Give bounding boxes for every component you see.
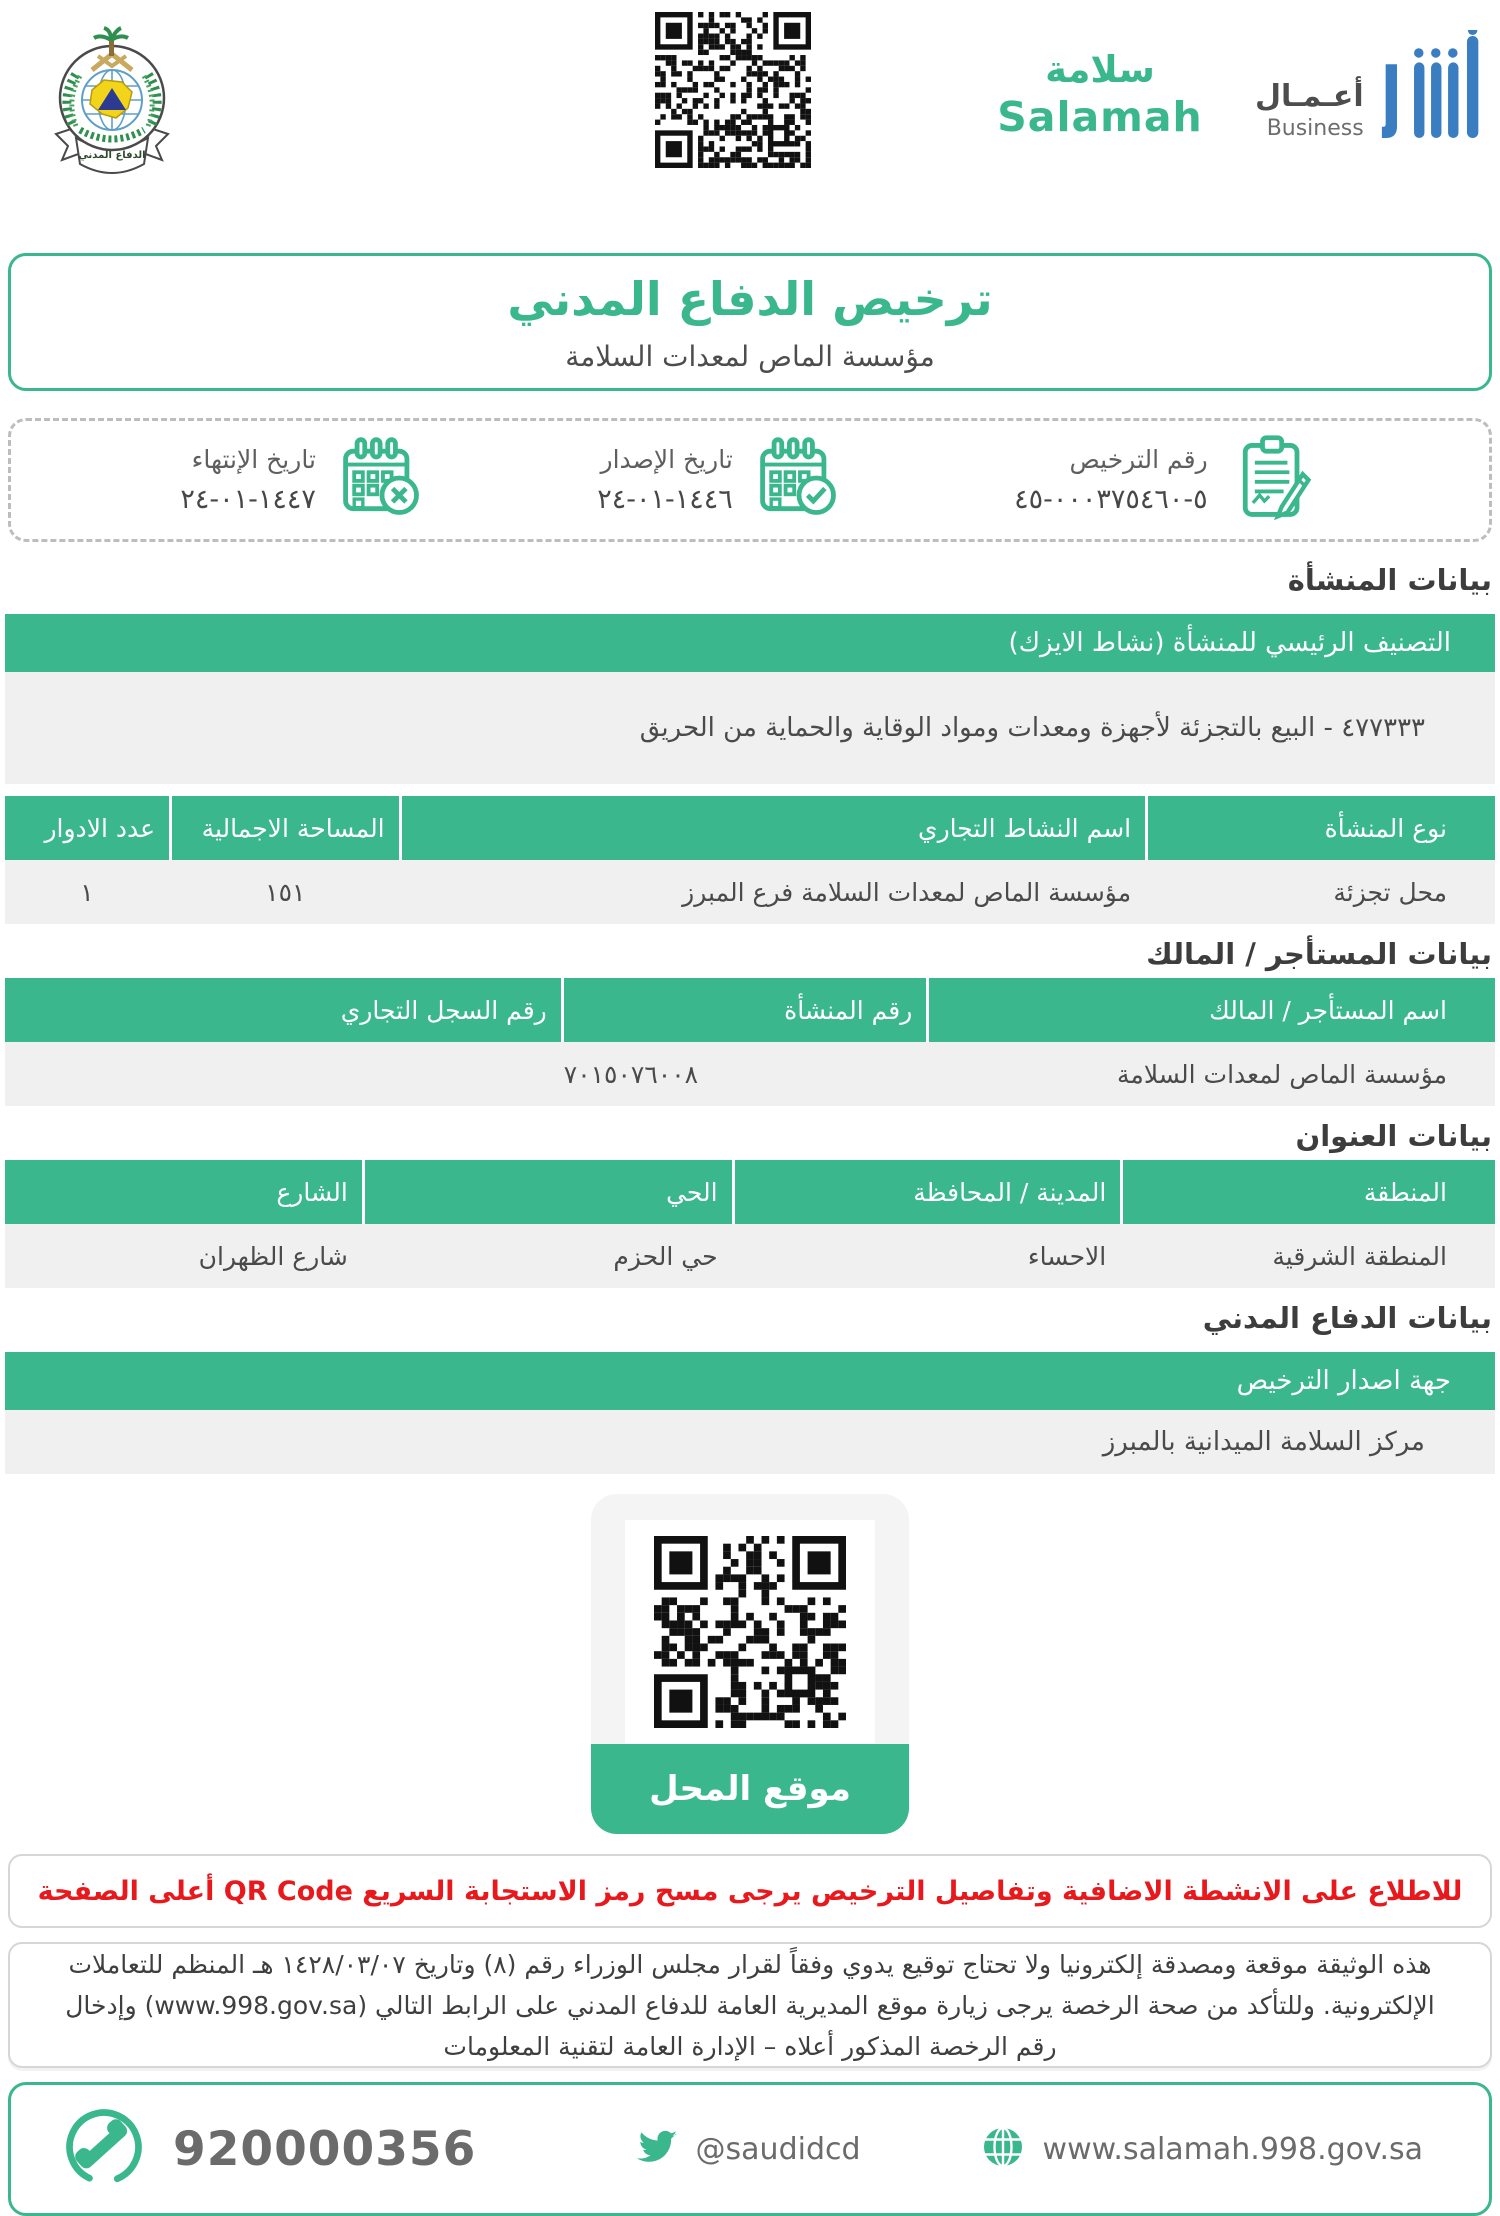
facility-table — [5, 796, 1495, 924]
facility-table-header — [5, 796, 1495, 860]
total-area-value: ١٥١ — [265, 877, 306, 907]
calendar-check-icon — [753, 432, 845, 528]
issuing-authority-value: مركز السلامة الميدانية بالمبرز — [5, 1410, 1495, 1474]
civil-defense-section-heading: بيانات الدفاع المدني — [1202, 1301, 1492, 1335]
globe-icon — [981, 2125, 1025, 2173]
region-value: المنطقة الشرقية — [1272, 1241, 1447, 1271]
phone-number: 920000356 — [173, 2121, 477, 2177]
issuing-authority-header: جهة اصدار الترخيص — [5, 1352, 1495, 1410]
tenant-table-row — [5, 1042, 1495, 1106]
trade-name-header: اسم النشاط التجاري — [402, 796, 1145, 860]
header-qr-code — [655, 12, 811, 168]
calendar-x-icon — [336, 432, 428, 528]
salamah-logo-arabic: سلامة — [1045, 48, 1155, 91]
qr-notice-box — [8, 1854, 1492, 1928]
street-value: شارع الظهران — [198, 1241, 348, 1271]
absher-business-logo — [1255, 30, 1484, 148]
expiry-date-group — [180, 432, 428, 528]
commercial-registry-header: رقم السجل التجاري — [5, 978, 561, 1042]
disclaimer-box — [8, 1942, 1492, 2068]
civil-defense-emblem-icon — [46, 26, 178, 176]
disclaimer-text: هذه الوثيقة موقعة ومصدقة إلكترونيا ولا تحتاج توقيع يدوي وفقاً لقرار مجلس الوزراء رقم (٨) وتاريخ ١٤٢٨/٠٣/٠٧ هـ المنظم للتعاملات الإلكترونية. وللتأكد من صحة الرخصة يرجى زيارة موقع المديرية العامة للدفاع المدني على الرابط التالي (www.998.gov.sa) وإدخال رقم الرخصة المذكور أعلاه – الإدارة العامة لتقنية المعلومات — [65, 1949, 1435, 2061]
twitter-handle: @saudidcd — [695, 2131, 861, 2167]
tenant-name-header: اسم المستأجر / المالك — [929, 978, 1495, 1042]
location-qr-code — [625, 1520, 875, 1744]
tenant-name-value: مؤسسة الماص لمعدات السلامة — [1117, 1059, 1447, 1089]
svg-text:الدفاع المدني: الدفاع المدني — [78, 150, 146, 161]
twitter-icon — [636, 2126, 678, 2172]
isic-classification-value: ٤٧٧٣٣٣ - البيع بالتجزئة لأجهزة ومعدات ومواد الوقاية والحماية من الحريق — [5, 672, 1495, 784]
salamah-logo-english: Salamah — [997, 93, 1203, 141]
total-area-header: المساحة الاجمالية — [172, 796, 399, 860]
address-section-heading: بيانات العنوان — [1295, 1119, 1492, 1153]
district-value: حي الحزم — [613, 1241, 718, 1271]
city-header: المدينة / المحافظة — [735, 1160, 1121, 1224]
issue-date-label: تاريخ الإصدار — [600, 445, 733, 474]
floors-count-value: ١ — [80, 877, 94, 907]
phone-group — [61, 2104, 476, 2194]
license-number-value: ٥-٠٠٠٣٧٥٤٦٠-٤٥ — [1014, 484, 1208, 515]
absher-business-arabic: أعـمـال — [1255, 79, 1364, 114]
tenant-section-heading: بيانات المستأجر / المالك — [1146, 937, 1492, 971]
facility-section-heading: بيانات المنشأة — [1287, 563, 1492, 597]
floors-count-header: عدد الادوار — [5, 796, 169, 860]
website-url: www.salamah.998.gov.sa — [1042, 2131, 1423, 2167]
license-info-strip — [8, 418, 1492, 542]
trade-name-value: مؤسسة الماص لمعدات السلامة فرع المبرز — [682, 877, 1132, 907]
facility-table-row — [5, 860, 1495, 924]
twitter-group — [636, 2126, 861, 2172]
shop-location-label: موقع المحل — [591, 1744, 909, 1834]
region-header: المنطقة — [1123, 1160, 1495, 1224]
issue-date-group — [597, 432, 845, 528]
city-value: الاحساء — [1027, 1241, 1107, 1271]
license-number-label: رقم الترخيص — [1069, 445, 1208, 474]
facility-type-value: محل تجزئة — [1333, 877, 1447, 907]
isic-classification-header: التصنيف الرئيسي للمنشأة (نشاط الايزك) — [5, 614, 1495, 672]
salamah-logo — [975, 48, 1225, 141]
qr-notice-text: للاطلاع على الانشطة الاضافية وتفاصيل الترخيص يرجى مسح رمز الاستجابة السريع QR Code أعلى الصفحة — [37, 1875, 1463, 1907]
absher-mark-icon — [1380, 30, 1484, 148]
address-table-header — [5, 1160, 1495, 1224]
facility-type-header: نوع المنشأة — [1148, 796, 1495, 860]
document-header — [0, 0, 1500, 253]
expiry-date-label: تاريخ الإنتهاء — [191, 445, 316, 474]
phone-icon — [61, 2104, 147, 2194]
establishment-name: مؤسسة الماص لمعدات السلامة — [565, 339, 935, 373]
footer-contact-bar — [8, 2082, 1492, 2216]
clipboard-pencil-icon — [1228, 432, 1320, 528]
license-title-box — [8, 253, 1492, 391]
district-header: الحي — [365, 1160, 732, 1224]
shop-location-card — [591, 1494, 909, 1834]
license-number-group — [1014, 432, 1320, 528]
tenant-table — [5, 978, 1495, 1106]
absher-business-english: Business — [1266, 116, 1364, 141]
issue-date-value: ١٤٤٦-٠١-٢٤ — [597, 484, 733, 515]
street-header: الشارع — [5, 1160, 362, 1224]
license-title: ترخيص الدفاع المدني — [507, 271, 993, 326]
facility-number-value: ٧٠١٥٠٧٦٠٠٨ — [563, 1059, 699, 1089]
expiry-date-value: ١٤٤٧-٠١-٢٤ — [180, 484, 316, 515]
tenant-table-header — [5, 978, 1495, 1042]
address-table — [5, 1160, 1495, 1288]
facility-number-header: رقم المنشأة — [564, 978, 927, 1042]
address-table-row — [5, 1224, 1495, 1288]
website-group — [981, 2125, 1423, 2173]
commercial-registry-value — [5, 1042, 561, 1106]
